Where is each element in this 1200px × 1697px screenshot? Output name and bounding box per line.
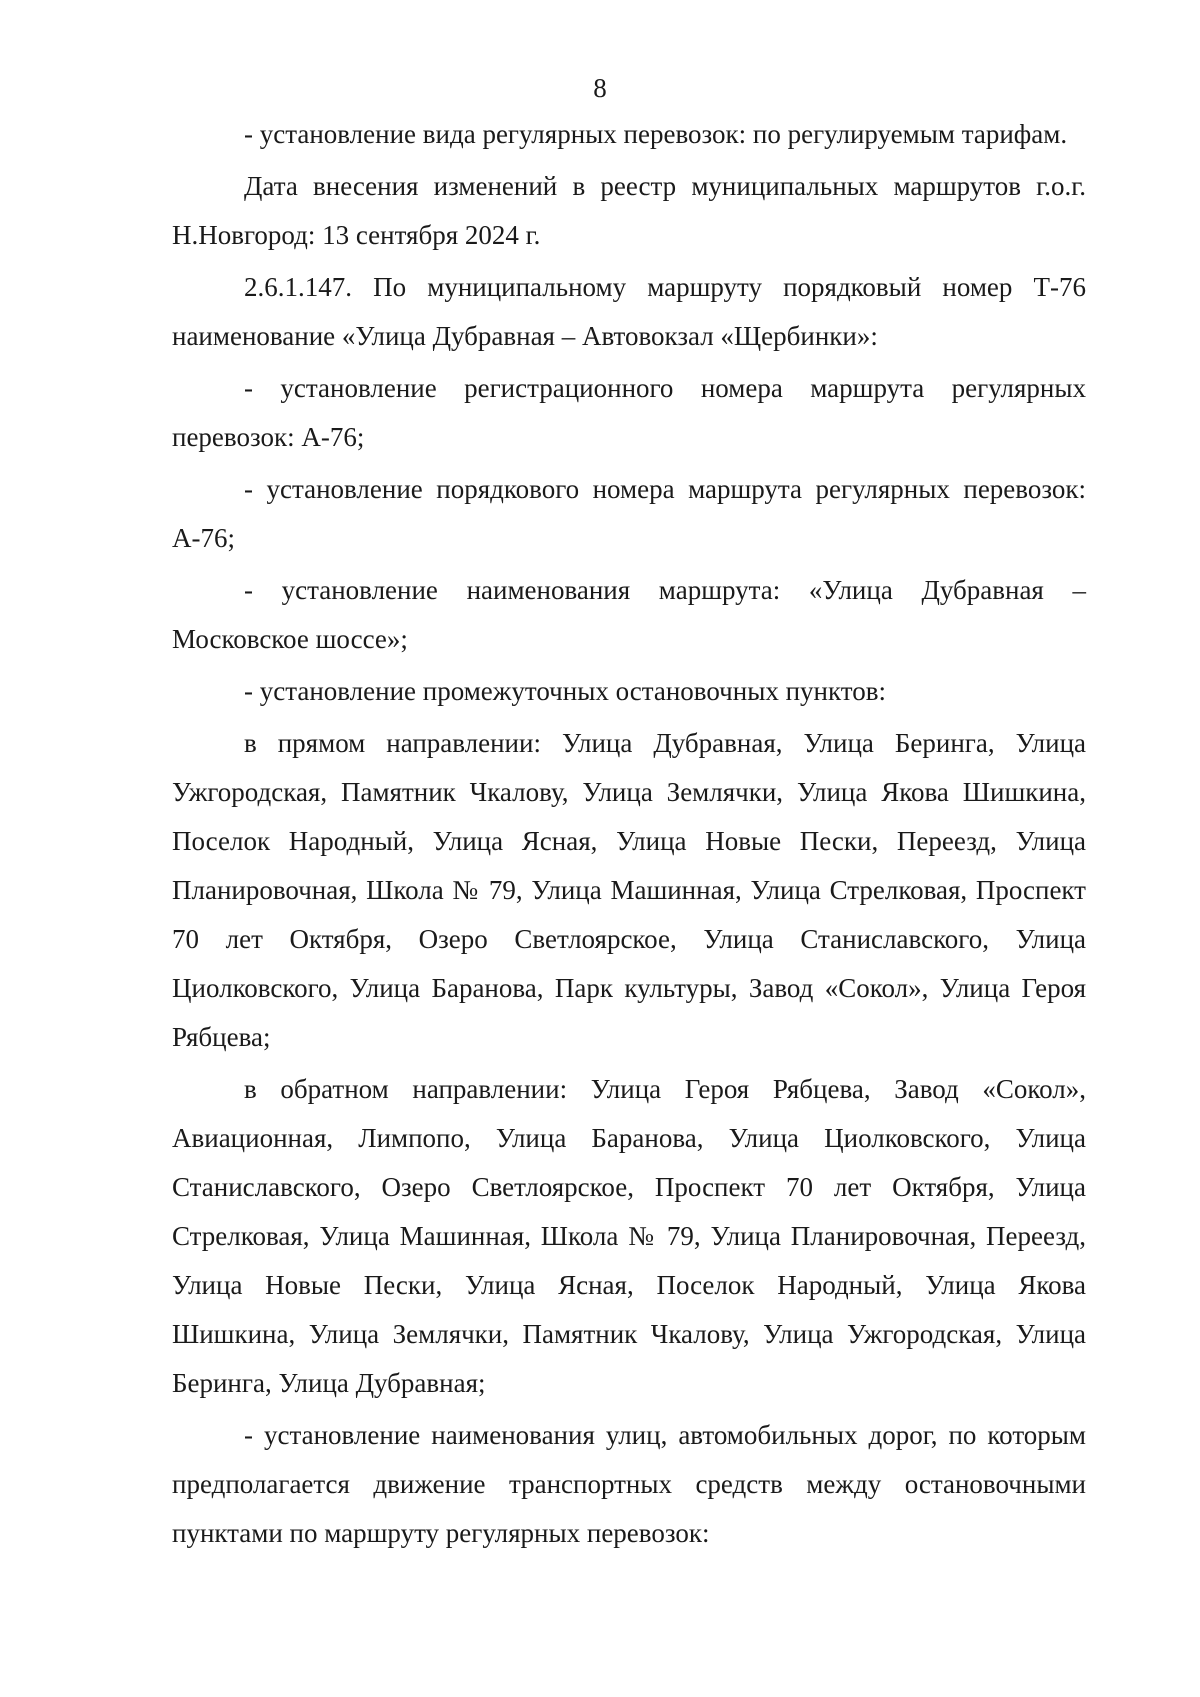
paragraph-registration-number: - установление регистрационного номера маршрута регулярных перевозок: А-76;	[172, 373, 1086, 452]
document-body	[172, 110, 1086, 1561]
paragraph-route-name: - установление наименования маршрута: «Улица Дубравная – Московское шоссе»;	[172, 575, 1086, 654]
paragraph-route-header: 2.6.1.147. По муниципальному маршруту порядковый номер Т-76 наименование «Улица Дубравная – Автовокзал «Щербинки»:	[172, 272, 1086, 351]
paragraph-registry-date: Дата внесения изменений в реестр муниципальных маршрутов г.о.г. Н.Новгород: 13 сентября 2024 г.	[172, 171, 1086, 250]
paragraph-ordinal-number: - установление порядкового номера маршрута регулярных перевозок: А-76;	[172, 474, 1086, 553]
paragraph-tariff-type: - установление вида регулярных перевозок: по регулируемым тарифам.	[244, 119, 1068, 149]
paragraph-streets: - установление наименования улиц, автомобильных дорог, по которым предполагается движение транспортных средств между остановочными пунктами по маршруту регулярных перевозок:	[172, 1420, 1086, 1548]
paragraph-forward-direction: в прямом направлении: Улица Дубравная, Улица Беринга, Улица Ужгородская, Памятник Чкалову, Улица Землячки, Улица Якова Шишкина, Поселок Народный, Улица Ясная, Улица Новые Пески, Переезд, Улица Планировочная, Школа № 79, Улица Машинная, Улица Стрелковая, Проспект 70 лет Октября, Озеро Светлоярское, Улица Станиславского, Улица Циолковского, Улица Баранова, Парк культуры, Завод «Сокол», Улица Героя Рябцева;	[172, 728, 1086, 1052]
paragraph-intermediate-stops: - установление промежуточных остановочных пунктов:	[244, 676, 886, 706]
page-number: 8	[593, 73, 607, 103]
paragraph-reverse-direction: в обратном направлении: Улица Героя Рябцева, Завод «Сокол», Авиационная, Лимпопо, Улица Баранова, Улица Циолковского, Улица Станиславского, Озеро Светлоярское, Проспект 70 лет Октября, Улица Стрелковая, Улица Машинная, Школа № 79, Улица Планировочная, Переезд, Улица Новые Пески, Улица Ясная, Поселок Народный, Улица Якова Шишкина, Улица Землячки, Памятник Чкалову, Улица Ужгородская, Улица Беринга, Улица Дубравная;	[172, 1074, 1086, 1398]
